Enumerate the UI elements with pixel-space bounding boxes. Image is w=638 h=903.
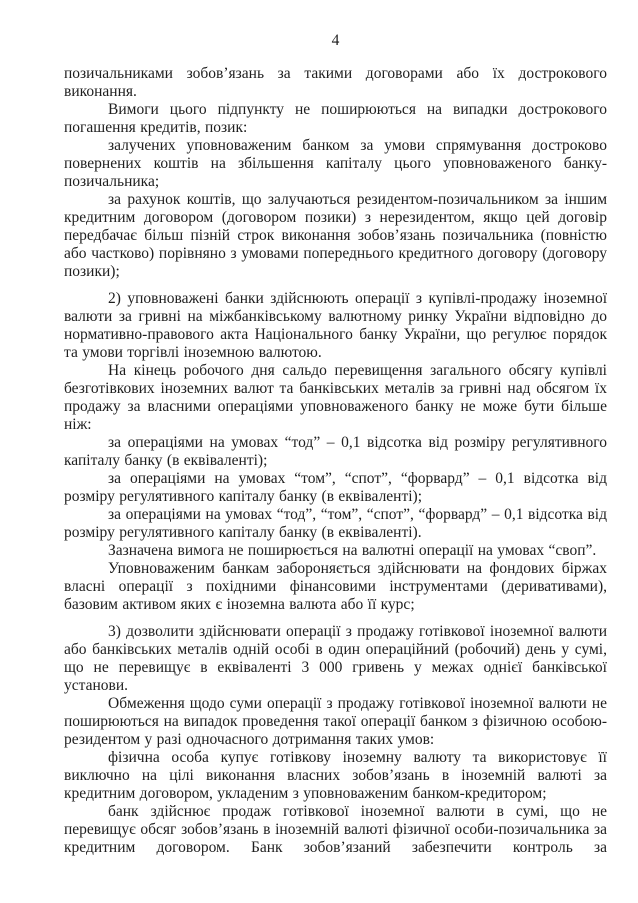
paragraph: банк здійснює продаж готівкової іноземної валюти в сумі, що не перевищує обсяг зобов’язань в іноземній валюті фізичної особи-позичальника за кредитним договором. Банк зобов’язаний забезпечити контроль за <box>64 803 607 856</box>
paragraph: Уповноваженим банкам забороняється здійснювати на фондових біржах власні операції з похідними фінансовими інструментами (деривативами), базовим активом яких є іноземна валюта або її курс; <box>64 560 607 613</box>
paragraph: Обмеження щодо суми операції з продажу готівкової іноземної валюти не поширюються на випадок проведення такої операції банком з фізичною особою-резидентом у разі одночасного дотримання таких умов: <box>64 695 607 748</box>
page-number: 4 <box>331 32 340 49</box>
paragraph: Вимоги цього підпункту не поширюються на випадки дострокового погашення кредитів, позик: <box>64 101 607 136</box>
paragraph: за операціями на умовах “том”, “спот”, “форвард” – 0,1 відсотка від розміру регулятивного капіталу банку (в еквіваленті); <box>64 470 607 505</box>
paragraph: 2) уповноважені банки здійснюють операції з купівлі-продажу іноземної валюти за гривні на міжбанківському валютному ринку України відповідно до нормативно-правового акта Національного банку України, що регулює порядок та умови торгівлі іноземною валютою. <box>64 290 607 361</box>
paragraph: 3) дозволити здійснювати операції з продажу готівкової іноземної валюти або банківських металів одній особі в один операційний (робочий) день у сумі, що не перевищує в еквіваленті 3 000 гривень у межах однієї банківської установи. <box>64 623 607 694</box>
paragraph: фізична особа купує готівкову іноземну валюту та використовує її виключно на цілі виконання власних зобов’язань в іноземній валюті за кредитним договором, укладеним з уповноваженим банком-кредитором; <box>64 749 607 802</box>
paragraph: за операціями на умовах “тод”, “том”, “спот”, “форвард” – 0,1 відсотка від розміру регулятивного капіталу банку (в еквіваленті). <box>64 506 607 541</box>
text-block <box>64 65 607 857</box>
paragraph: за операціями на умовах “тод” – 0,1 відсотка від розміру регулятивного капіталу банку (в еквіваленті); <box>64 434 607 469</box>
paragraph: На кінець робочого дня сальдо перевищення загального обсягу купівлі безготівкових іноземних валют та банківських металів за гривні над обсягом їх продажу за власними операціями уповноваженого банку не може бути більше ніж: <box>64 362 607 433</box>
paragraph: залучених уповноваженим банком за умови спрямування достроково повернених коштів на збільшення капіталу цього уповноваженого банку-позичальника; <box>64 137 607 190</box>
paragraph: позичальниками зобов’язань за такими договорами або їх дострокового виконання. <box>64 65 607 100</box>
paragraph: Зазначена вимога не поширюється на валютні операції на умовах “своп”. <box>108 542 597 559</box>
paragraph: за рахунок коштів, що залучаються резидентом-позичальником за іншим кредитним договором (договором позики) з нерезидентом, якщо цей договір передбачає більш пізній строк виконання зобов’язань позичальника (повністю або частково) порівняно з умовами попереднього кредитного договору (договору позики); <box>64 191 607 280</box>
